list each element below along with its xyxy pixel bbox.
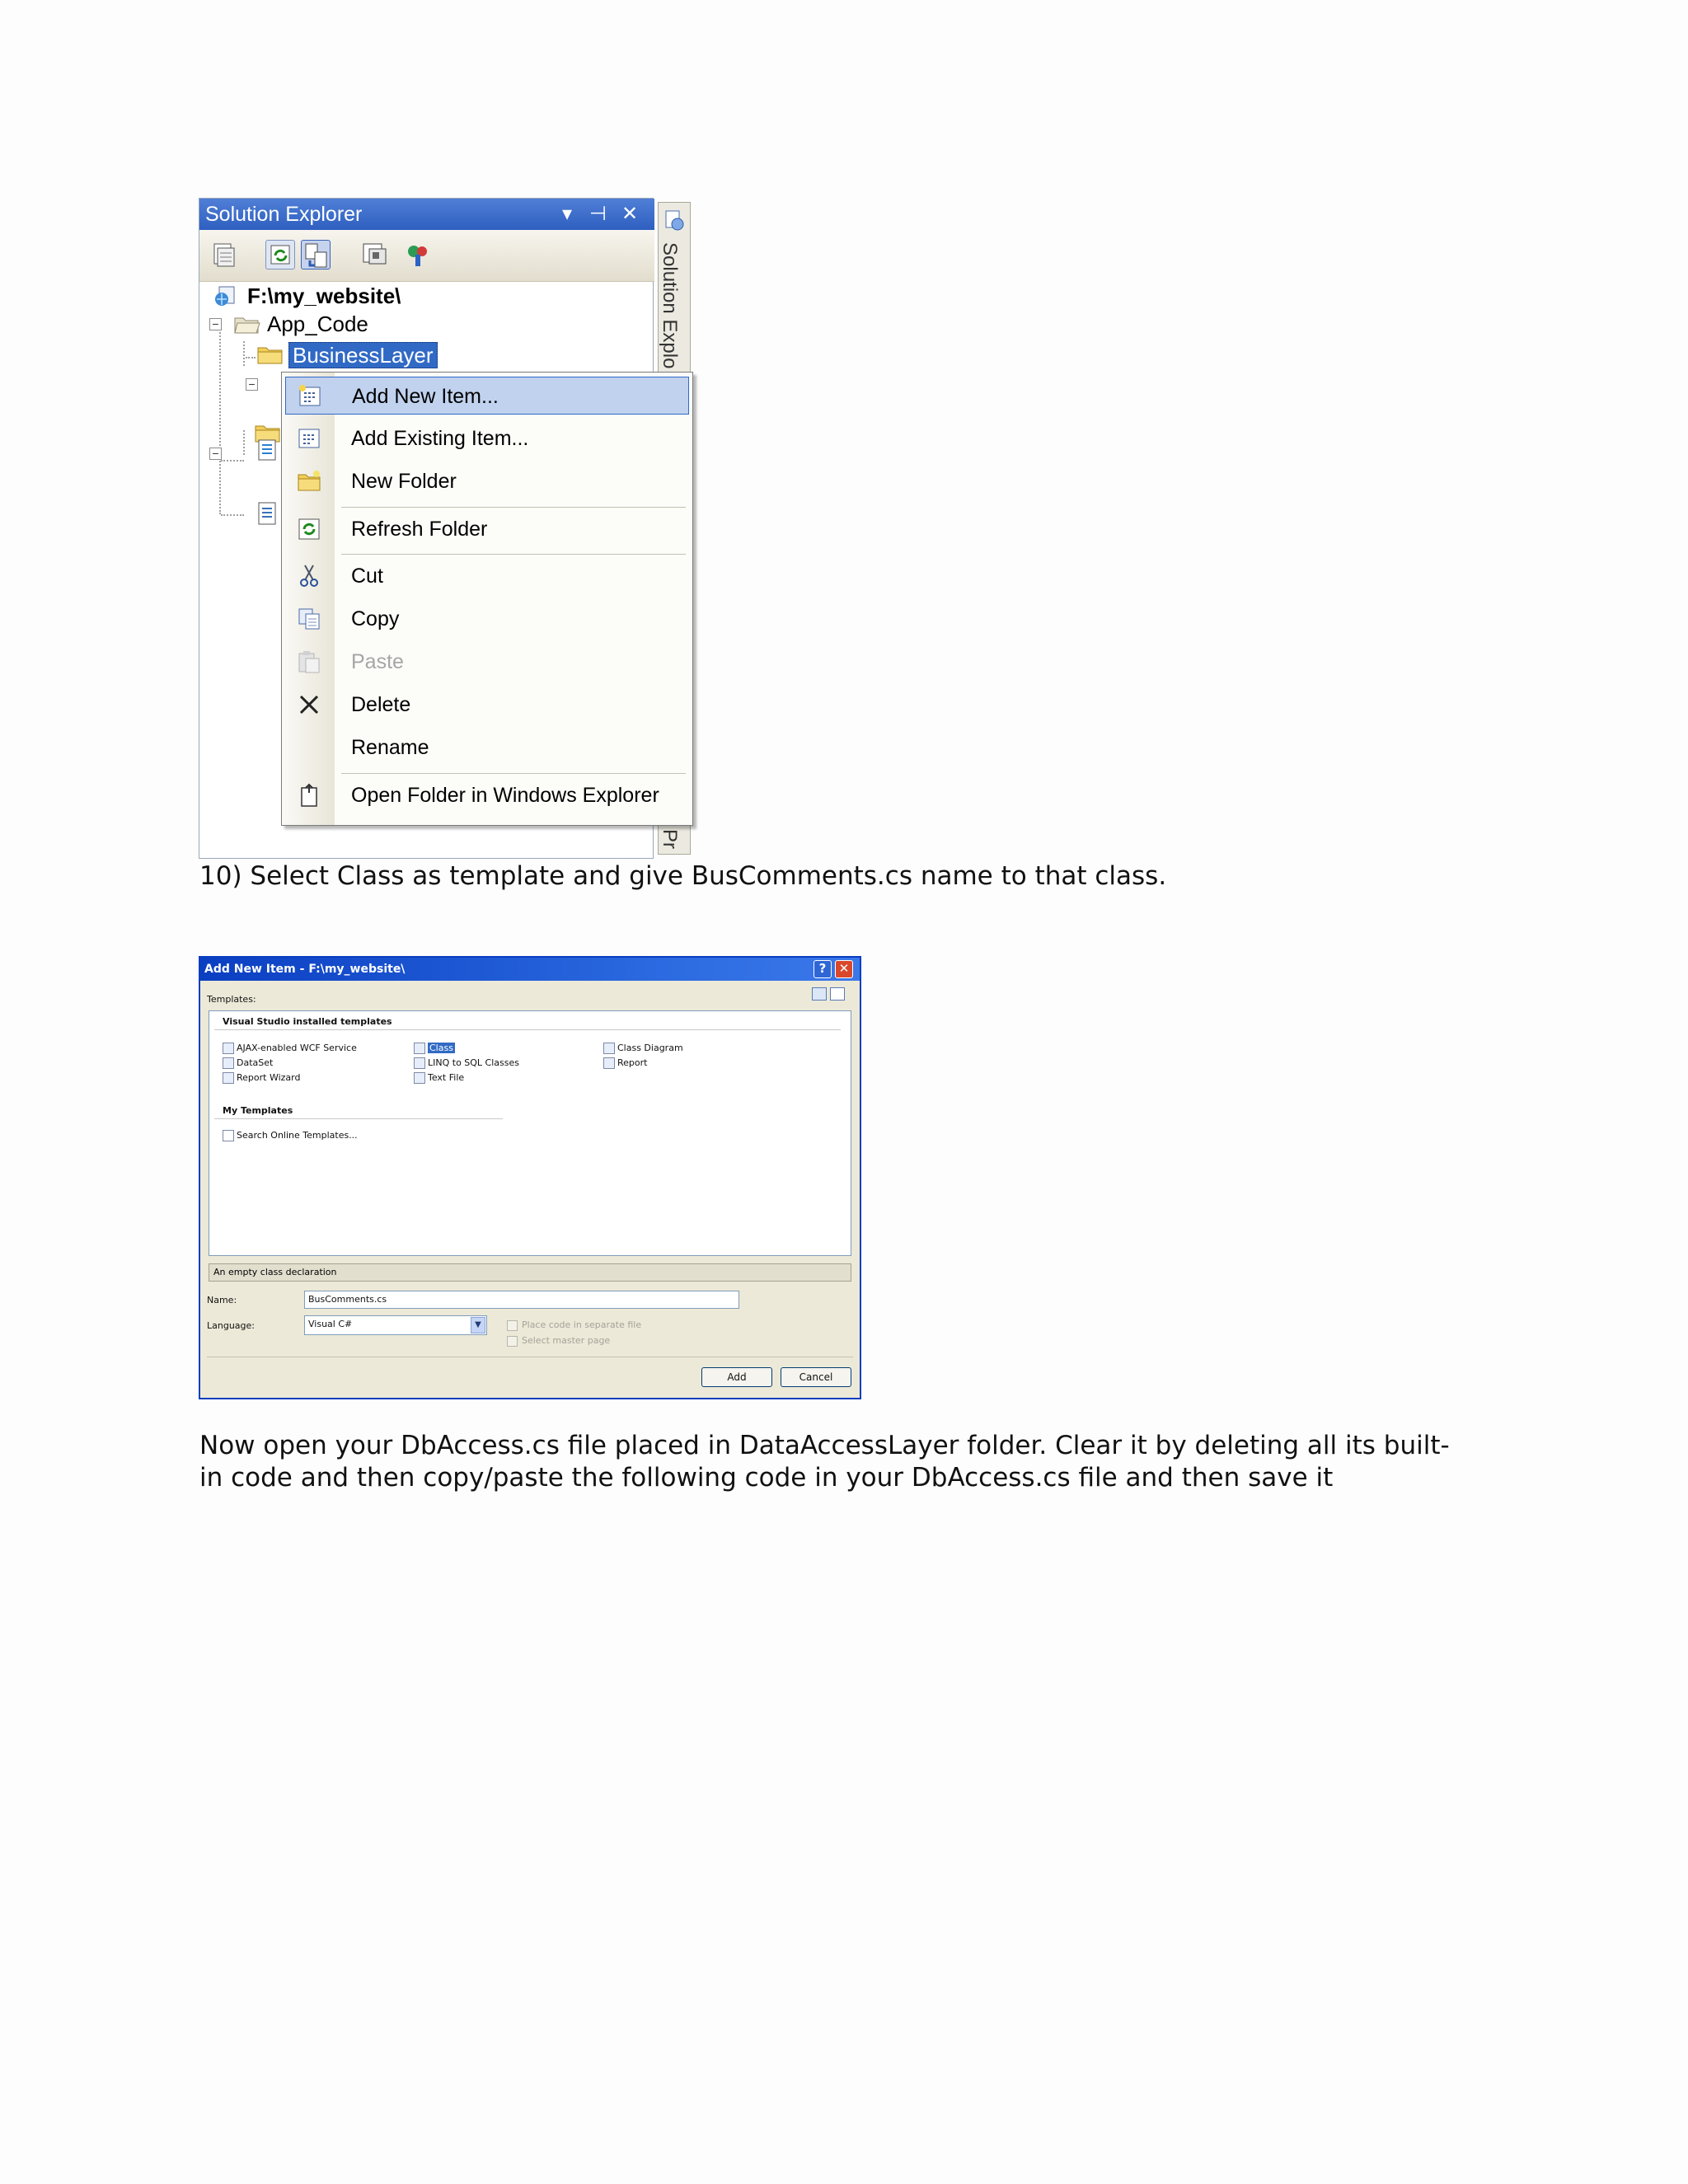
tree-line bbox=[221, 460, 244, 462]
menu-item-open-folder-in-windows-explorer[interactable]: Open Folder in Windows Explorer bbox=[285, 776, 689, 814]
menu-item-cut[interactable]: Cut bbox=[285, 557, 689, 595]
my-templates-heading: My Templates bbox=[223, 1105, 293, 1116]
chevron-down-icon[interactable]: ▼ bbox=[471, 1317, 485, 1333]
template-text-file[interactable]: Text File bbox=[414, 1071, 464, 1085]
menu-separator bbox=[341, 507, 686, 508]
class-diagram-icon bbox=[603, 1043, 615, 1054]
language-label: Language: bbox=[207, 1320, 255, 1331]
tree-line bbox=[246, 357, 256, 359]
template-dataset[interactable]: DataSet bbox=[223, 1056, 273, 1071]
properties-icon[interactable] bbox=[209, 240, 239, 269]
pin-icon[interactable]: ⊣ bbox=[589, 203, 607, 225]
solution-explorer-titlebar bbox=[199, 199, 654, 230]
paragraph-line-1: Now open your DbAccess.cs file placed in DataAccessLayer folder. Clear it by deleting all its built- bbox=[199, 1431, 1450, 1460]
heading-divider bbox=[214, 1029, 841, 1030]
solution-explorer-toolbar bbox=[199, 230, 654, 282]
side-tab-label-properties: Pr bbox=[659, 829, 681, 849]
dialog-titlebar bbox=[200, 958, 860, 981]
templates-list bbox=[209, 1010, 851, 1256]
class-diagram-icon[interactable] bbox=[403, 240, 433, 269]
dropdown-arrow-icon[interactable]: ▾ bbox=[562, 203, 573, 225]
open-folder-icon bbox=[297, 783, 321, 808]
template-ajax-wcf-service[interactable]: AJAX-enabled WCF Service bbox=[223, 1041, 357, 1056]
templates-label: Templates: bbox=[207, 994, 256, 1005]
menu-item-add-existing-item[interactable]: Add Existing Item... bbox=[285, 419, 689, 457]
step-10-instruction: 10) Select Class as template and give BusComments.cs name to that class. bbox=[199, 861, 1167, 891]
dataset-icon bbox=[223, 1057, 234, 1069]
menu-item-add-new-item[interactable]: Add New Item... bbox=[285, 377, 689, 415]
paragraph-line-2: in code and then copy/paste the following code in your DbAccess.cs file and then save it bbox=[199, 1463, 1334, 1493]
dialog-title: Add New Item - F:\my_website\ bbox=[204, 963, 406, 976]
side-tab-label: Solution Explo bbox=[659, 242, 681, 369]
linq-to-sql-icon bbox=[414, 1057, 425, 1069]
heading-divider bbox=[214, 1118, 503, 1119]
template-class[interactable]: Class bbox=[414, 1041, 455, 1056]
menu-separator bbox=[341, 773, 686, 774]
cancel-button[interactable]: Cancel bbox=[781, 1367, 851, 1387]
collapse-icon[interactable]: − bbox=[209, 318, 222, 330]
show-all-files-icon[interactable] bbox=[301, 240, 331, 269]
tree-item-business-layer[interactable] bbox=[257, 340, 504, 368]
template-class-diagram[interactable]: Class Diagram bbox=[603, 1041, 683, 1056]
place-code-label: Place code in separate file bbox=[522, 1319, 642, 1330]
template-search-online[interactable]: Search Online Templates... bbox=[223, 1128, 358, 1143]
tree-line bbox=[243, 430, 245, 455]
template-description: An empty class declaration bbox=[209, 1263, 851, 1282]
close-icon[interactable]: ✕ bbox=[621, 203, 639, 225]
name-label: Name: bbox=[207, 1295, 237, 1305]
large-icons-view-icon[interactable] bbox=[812, 987, 827, 1001]
wcf-service-icon bbox=[223, 1043, 234, 1054]
folder-icon bbox=[297, 469, 321, 494]
tree-item-label: BusinessLayer bbox=[288, 342, 438, 368]
solution-explorer-tab-icon bbox=[663, 208, 687, 234]
solution-explorer-screenshot bbox=[199, 198, 695, 859]
scissors-icon bbox=[297, 564, 321, 588]
close-icon[interactable]: ✕ bbox=[835, 960, 853, 978]
report-icon bbox=[603, 1057, 615, 1069]
language-value: Visual C# bbox=[308, 1319, 353, 1329]
language-select[interactable] bbox=[304, 1315, 487, 1335]
solution-explorer-title: Solution Explorer bbox=[205, 203, 363, 226]
menu-item-rename[interactable]: Rename bbox=[351, 736, 429, 759]
tree-item-app-code[interactable] bbox=[234, 310, 481, 338]
menu-item-new-folder[interactable]: New Folder bbox=[285, 462, 689, 500]
tree-item-label: App_Code bbox=[267, 312, 368, 336]
master-page-label: Select master page bbox=[522, 1335, 611, 1346]
refresh-icon[interactable] bbox=[265, 240, 295, 269]
add-button[interactable]: Add bbox=[701, 1367, 772, 1387]
template-report-wizard[interactable]: Report Wizard bbox=[223, 1071, 300, 1085]
search-online-icon bbox=[223, 1130, 234, 1141]
folder-icon bbox=[257, 345, 284, 365]
web-form-icon bbox=[257, 438, 279, 462]
website-icon bbox=[213, 284, 237, 307]
menu-item-copy[interactable]: Copy bbox=[285, 600, 689, 638]
menu-item-delete[interactable]: Delete bbox=[285, 686, 689, 724]
collapse-icon[interactable]: − bbox=[246, 378, 258, 391]
tree-root[interactable] bbox=[213, 282, 542, 310]
class-icon bbox=[414, 1043, 425, 1054]
context-menu bbox=[281, 372, 693, 826]
tree-line bbox=[219, 323, 221, 514]
name-field[interactable]: BusComments.cs bbox=[304, 1291, 739, 1309]
menu-item-refresh-folder[interactable]: Refresh Folder bbox=[285, 510, 689, 548]
open-folder-icon bbox=[234, 315, 260, 335]
small-icons-view-icon[interactable] bbox=[830, 987, 845, 1001]
tree-line bbox=[221, 514, 244, 516]
help-icon[interactable]: ? bbox=[814, 960, 832, 978]
menu-item-paste: Paste bbox=[285, 643, 689, 681]
place-code-checkbox[interactable] bbox=[507, 1320, 518, 1331]
config-file-icon bbox=[257, 501, 279, 526]
paste-icon bbox=[297, 649, 321, 674]
text-file-icon bbox=[414, 1072, 425, 1084]
copy-icon bbox=[297, 607, 321, 631]
tree-root-label: F:\my_website\ bbox=[247, 284, 401, 308]
template-report[interactable]: Report bbox=[603, 1056, 647, 1071]
vs-installed-templates-heading: Visual Studio installed templates bbox=[223, 1016, 392, 1027]
view-code-icon[interactable] bbox=[360, 240, 390, 269]
tree-line bbox=[243, 341, 245, 366]
master-page-checkbox[interactable] bbox=[507, 1336, 518, 1347]
template-linq-to-sql[interactable]: LINQ to SQL Classes bbox=[414, 1056, 519, 1071]
collapse-icon[interactable]: − bbox=[209, 448, 222, 460]
add-new-item-icon bbox=[298, 384, 322, 409]
delete-x-icon bbox=[297, 692, 321, 717]
menu-separator bbox=[341, 554, 686, 555]
add-existing-item-icon bbox=[297, 426, 321, 451]
refresh-icon bbox=[297, 517, 321, 541]
report-wizard-icon bbox=[223, 1072, 234, 1084]
add-new-item-dialog bbox=[199, 956, 861, 1399]
